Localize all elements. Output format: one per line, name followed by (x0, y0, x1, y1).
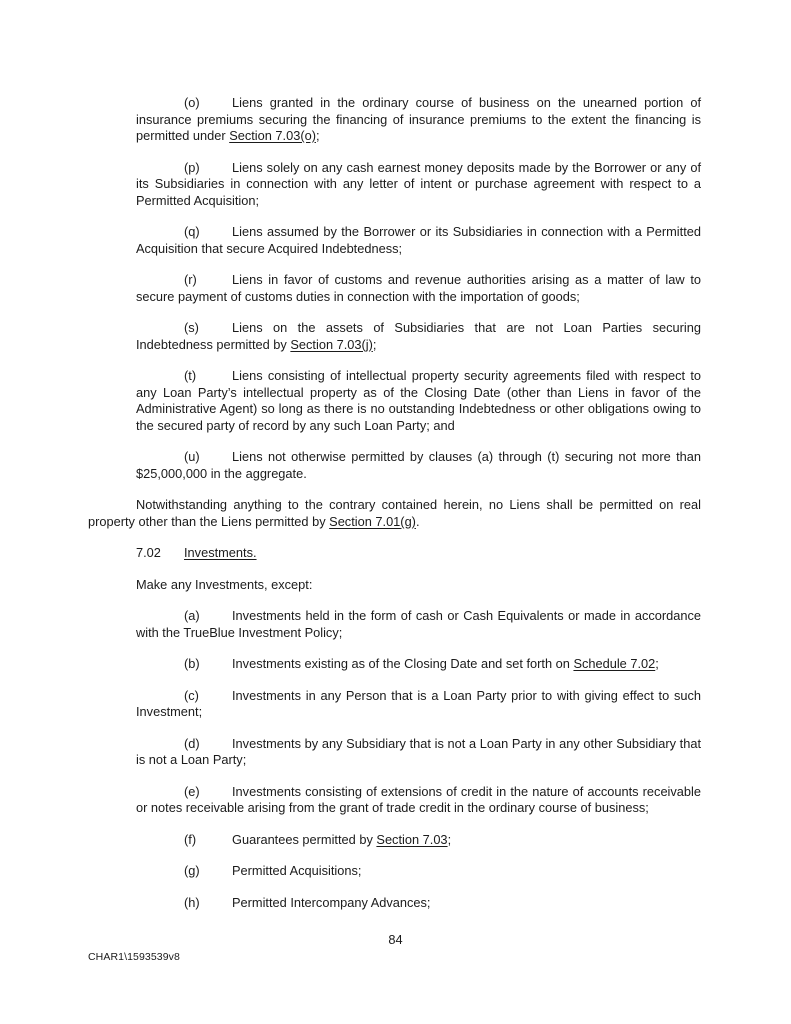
section-reference: Section 7.01(g) (329, 513, 416, 529)
clause-letter-o: (o) (184, 95, 200, 110)
clause-letter-q: (q) (184, 224, 200, 239)
clause-text-f: Guarantees permitted by Section 7.03; (232, 831, 452, 847)
liens-clause-s (88, 320, 701, 353)
section-reference: Section 7.03 (376, 831, 448, 847)
clause-letter-b: (b) (184, 656, 200, 671)
clause-text-q: Liens assumed by the Borrower or its Subsidiaries in connection with a Permitted Acquisition that secure Acquired Indebtedness; (136, 224, 701, 256)
clause-text-c: Investments in any Person that is a Loan Party prior to with giving effect to such Investment; (136, 687, 701, 719)
clause-letter-f: (f) (184, 831, 197, 847)
investments-intro: Make any Investments, except: (136, 576, 313, 592)
liens-clause-p (88, 160, 701, 210)
investments-clause-h (88, 895, 701, 912)
clause-letter-s: (s) (184, 320, 199, 335)
page-number: 84 (388, 932, 403, 947)
section-reference: Section 7.03(o) (229, 128, 316, 143)
liens-clause-t (88, 368, 701, 434)
investments-clause-f (88, 832, 701, 849)
clause-text-t: Liens consisting of intellectual property security agreements filed with respect to any Loan Party’s intellectual property as of the Closing Date (other than Liens in favor of the Administrative Agent) so long as there is no outstanding Indebtedness or other obligations owing to the secured party of record by any such Loan Party; and (136, 368, 701, 433)
clause-letter-c: (c) (184, 687, 199, 703)
clause-text-a: Investments held in the form of cash or Cash Equivalents or made in accordance with the TrueBlue Investment Policy; (136, 608, 701, 640)
investments-clause-a (88, 608, 701, 641)
clause-text-u: Liens not otherwise permitted by clauses (a) through (t) securing not more than $25,000,000 in the aggregate. (136, 449, 701, 481)
investments-clause-d (88, 736, 701, 769)
clause-letter-h: (h) (184, 894, 200, 910)
clause-letter-d: (d) (184, 735, 200, 751)
liens-clause-u (88, 449, 701, 482)
investments-clause-b (88, 656, 701, 673)
clause-text-h: Permitted Intercompany Advances; (232, 894, 431, 910)
document-id-footer: CHAR1\1593539v8 (88, 951, 180, 963)
clause-text-r: Liens in favor of customs and revenue authorities arising as a matter of law to secure payment of customs duties in connection with the importation of goods; (136, 272, 701, 304)
clause-letter-u: (u) (184, 449, 200, 464)
clause-letter-e: (e) (184, 783, 200, 799)
clause-text-e: Investments consisting of extensions of credit in the nature of accounts receivable or notes receivable arising from the grant of trade credit in the ordinary course of business; (136, 783, 701, 815)
liens-proviso-paragraph (88, 497, 701, 530)
section-number: 7.02 (136, 545, 161, 560)
liens-clause-o (88, 95, 701, 145)
liens-clause-r (88, 272, 701, 305)
investments-clause-e (88, 784, 701, 817)
section-reference: Section 7.03(j) (290, 336, 373, 352)
clause-text-g: Permitted Acquisitions; (232, 863, 362, 878)
section-title: Investments. (184, 545, 257, 560)
clause-letter-r: (r) (184, 272, 197, 287)
clause-letter-a: (a) (184, 608, 200, 623)
document-body (88, 95, 701, 926)
liens-clause-q (88, 224, 701, 257)
clause-text-s: Liens on the assets of Subsidiaries that are not Loan Parties securing Indebtedness permitted by Section 7.03(j); (136, 320, 701, 352)
clause-letter-g: (g) (184, 863, 200, 878)
clause-text-o: Liens granted in the ordinary course of business on the unearned portion of insurance premiums securing the financing of insurance premiums to the extent the financing is permitted under Section 7.03(o); (136, 95, 701, 143)
section-heading-7-02 (88, 545, 701, 562)
clause-text-d: Investments by any Subsidiary that is not a Loan Party in any other Subsidiary that is not a Loan Party; (136, 735, 701, 767)
clause-letter-p: (p) (184, 159, 200, 175)
liens-proviso-text: Notwithstanding anything to the contrary contained herein, no Liens shall be permitted on real property other than the Liens permitted by Section 7.01(g). (88, 497, 701, 529)
section-reference: Schedule 7.02 (573, 656, 656, 671)
investments-clause-c (88, 688, 701, 721)
clause-letter-t: (t) (184, 368, 197, 383)
clause-text-p: Liens solely on any cash earnest money deposits made by the Borrower or any of its Subsidiaries in connection with any letter of intent or purchase agreement with respect to a Permitted Acquisition; (136, 159, 701, 208)
investments-clause-g (88, 863, 701, 880)
clause-text-b: Investments existing as of the Closing Date and set forth on Schedule 7.02; (232, 656, 659, 671)
